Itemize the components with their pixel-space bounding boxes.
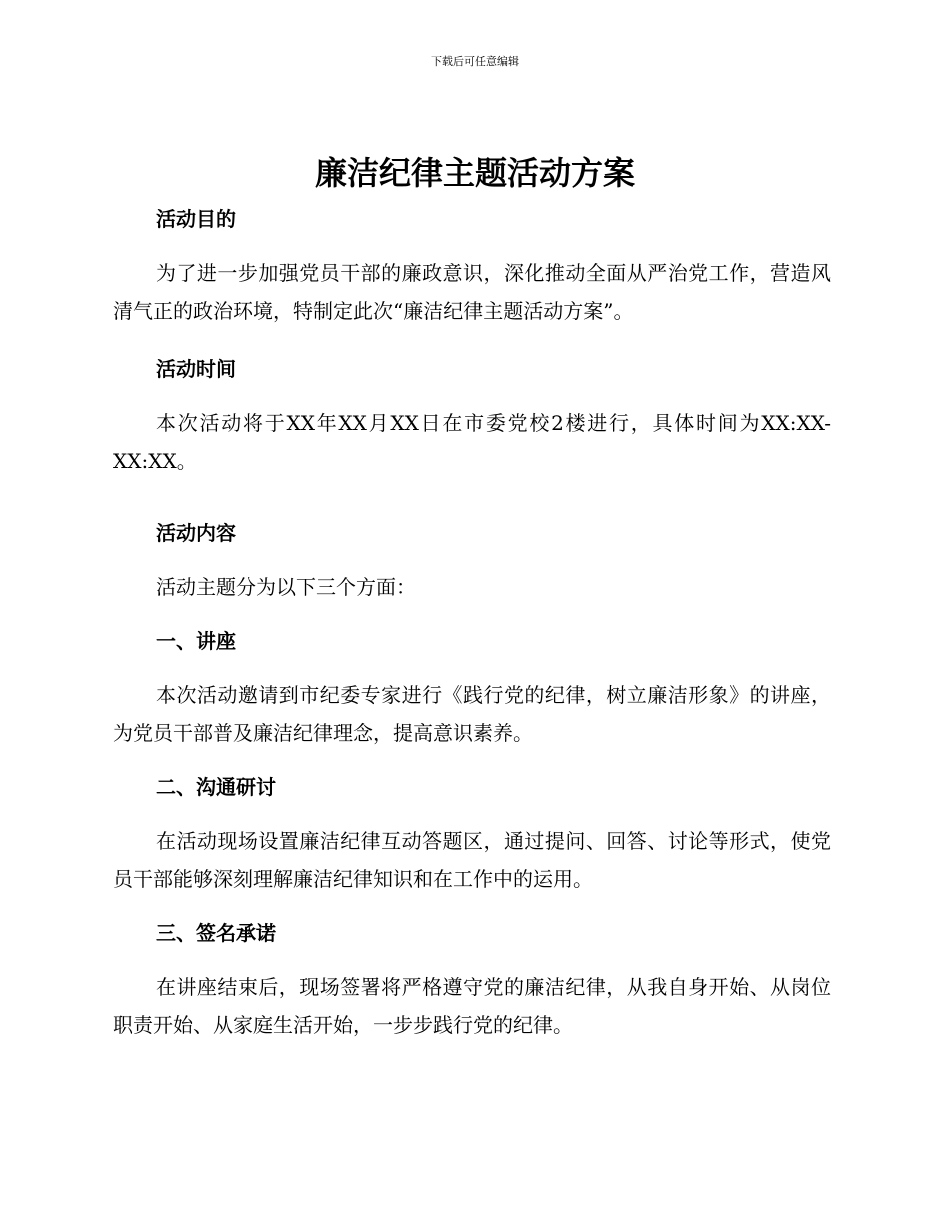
section-heading-lecture: 一、讲座 [156, 629, 236, 653]
document-title: 廉洁纪律主题活动方案 [314, 154, 635, 192]
section-paragraph-lecture: 本次活动邀请到市纪委专家进行《践行党的纪律，树立廉洁形象》的讲座，为党员干部普及廉洁纪律理念，提高意识素养。 [113, 683, 831, 745]
section-paragraph-purpose: 为了进一步加强党员干部的廉政意识，深化推动全面从严治党工作，营造风清气正的政治环境，特制定此次“廉洁纪律主题活动方案”。 [113, 261, 831, 323]
section-heading-discussion: 二、沟通研讨 [156, 775, 276, 799]
section-heading-pledge: 三、签名承诺 [156, 921, 276, 945]
section-heading-purpose: 活动目的 [156, 207, 236, 231]
section-paragraph-time: 本次活动将于XX年XX月XX日在市委党校2楼进行，具体时间为XX:XX-XX:XX。 [113, 411, 831, 473]
section-heading-time: 活动时间 [156, 357, 236, 381]
section-paragraph-pledge: 在讲座结束后，现场签署将严格遵守党的廉洁纪律，从我自身开始、从岗位职责开始、从家庭生活开始，一步步践行党的纪律。 [113, 975, 831, 1037]
section-paragraph-discussion: 在活动现场设置廉洁纪律互动答题区，通过提问、回答、讨论等形式，使党员干部能够深刻理解廉洁纪律知识和在工作中的运用。 [113, 829, 831, 891]
section-heading-content: 活动内容 [156, 521, 236, 545]
document-body [113, 200, 831, 1044]
page-header-note: 下载后可任意编辑 [431, 55, 519, 68]
section-paragraph-content: 活动主题分为以下三个方面： [156, 575, 416, 599]
